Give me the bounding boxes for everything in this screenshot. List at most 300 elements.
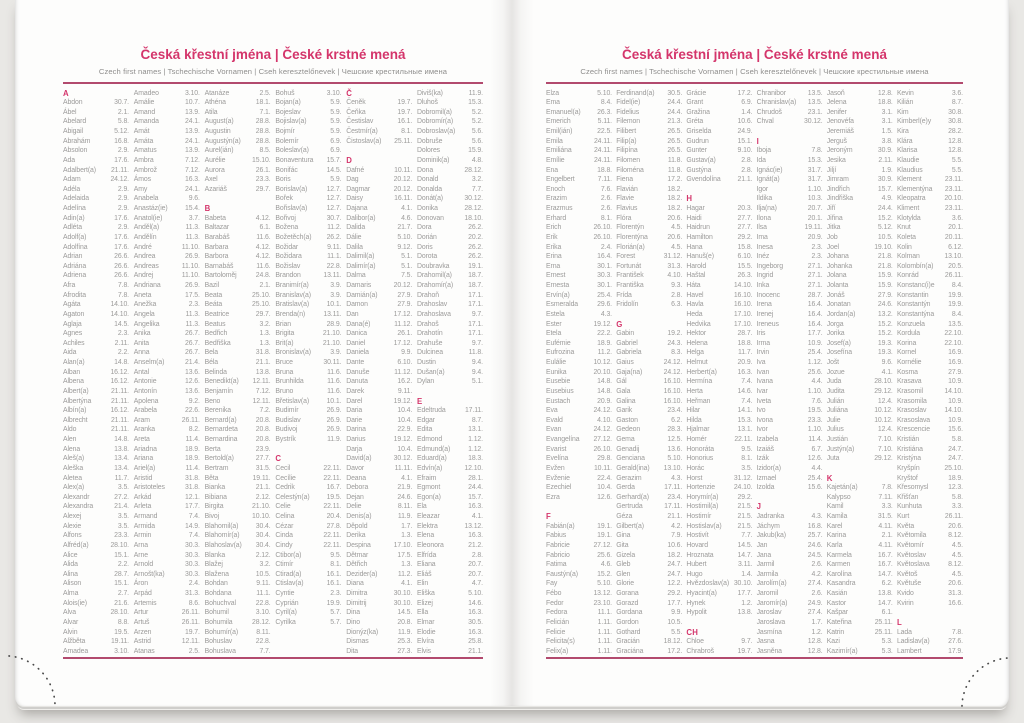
name-day-date: 21.11. <box>110 416 129 424</box>
name-entry <box>134 339 200 349</box>
name-entry <box>205 502 271 512</box>
name-entry <box>346 464 412 474</box>
name-day-date: 30.7. <box>114 99 129 107</box>
spacer-row <box>205 194 271 204</box>
name-entry <box>63 348 129 358</box>
name-column <box>205 89 271 657</box>
name-entry <box>346 599 412 609</box>
name-entry <box>546 406 612 416</box>
name-day-date: 26.10. <box>593 224 612 232</box>
name-day-date: 11.3. <box>185 310 200 318</box>
name-entry <box>827 387 893 397</box>
name-day-date: 5.1. <box>471 378 483 386</box>
name-day-date: 13.4. <box>114 464 129 472</box>
name-entry <box>897 185 963 195</box>
given-name: Kazimír(a) <box>826 647 858 655</box>
given-name: Hostivít <box>686 532 709 540</box>
given-name: Forest <box>616 253 636 261</box>
name-entry <box>616 647 682 657</box>
given-name: Jarolím(a) <box>756 580 787 588</box>
given-name: Arzen <box>133 628 152 636</box>
name-day-date: 2.1. <box>881 532 893 540</box>
name-entry <box>897 243 963 253</box>
name-entry <box>686 117 752 127</box>
given-name: Arkád <box>133 493 152 501</box>
name-day-date: 3.1. <box>881 108 893 116</box>
name-day-date: 23.11. <box>944 205 963 213</box>
name-entry <box>205 589 271 599</box>
name-entry <box>757 175 823 185</box>
name-entry <box>275 368 341 378</box>
name-day-date: 14.7. <box>877 599 893 607</box>
name-day-date: 13.10. <box>663 464 683 472</box>
given-name: Damaris <box>346 282 372 290</box>
name-entry <box>275 416 341 426</box>
name-entry <box>134 358 200 368</box>
name-entry <box>346 291 412 301</box>
name-day-date: 1.11. <box>597 638 612 646</box>
given-name: Dolores <box>416 147 441 155</box>
name-day-date: 27.12. <box>593 541 612 549</box>
name-day-date: 28.10. <box>874 378 893 386</box>
name-entry <box>827 166 893 176</box>
name-day-date: 20.9. <box>597 397 612 405</box>
given-name: Gunter <box>686 147 707 155</box>
name-entry <box>827 300 893 310</box>
name-day-date: 16.10. <box>733 291 753 299</box>
given-name: Andriana <box>133 282 161 290</box>
name-entry <box>134 541 200 551</box>
given-name: Dalida <box>346 224 366 232</box>
given-name: Donát(a) <box>416 195 443 203</box>
name-entry <box>686 214 752 224</box>
given-name: Bojmír <box>275 128 295 136</box>
name-entry <box>275 348 341 358</box>
name-entry <box>686 425 752 435</box>
name-day-date: 22.11. <box>323 474 342 482</box>
given-name: Brunhilda <box>275 378 304 386</box>
given-name: Evarist <box>546 445 567 453</box>
name-day-date: 16.7. <box>877 561 893 569</box>
name-entry <box>686 483 752 493</box>
name-entry <box>275 194 341 204</box>
name-entry <box>346 454 412 464</box>
name-entry <box>417 329 483 339</box>
name-day-date: 5.7. <box>330 609 342 617</box>
name-day-date: 29.7. <box>255 310 271 318</box>
name-entry <box>616 137 682 147</box>
name-entry <box>346 416 412 426</box>
name-day-date: 16.1. <box>326 580 342 588</box>
name-day-date: 16.3. <box>468 609 483 617</box>
name-entry <box>346 223 412 233</box>
given-name: Kvirin <box>896 599 914 607</box>
given-name: Birgita <box>204 503 224 511</box>
given-name: Donald <box>416 176 439 184</box>
given-name: Chval <box>756 118 774 126</box>
name-day-date: 10.7. <box>184 99 200 107</box>
given-name: Bonifác <box>275 166 298 174</box>
name-entry <box>686 156 752 166</box>
given-name: Kamil <box>826 503 844 511</box>
given-name: Gordon <box>616 618 639 626</box>
given-name: Amadea <box>63 647 89 655</box>
name-entry <box>205 483 271 493</box>
name-day-date: 4.3. <box>671 474 683 482</box>
given-name: Béla <box>204 359 218 367</box>
name-entry <box>827 570 893 580</box>
given-name: Adriána <box>63 262 87 270</box>
name-day-date: 18.10. <box>464 214 483 222</box>
given-name: Aida <box>63 349 77 357</box>
name-day-date: 16.8. <box>114 137 129 145</box>
given-name: Gabriel <box>616 339 638 347</box>
given-name: Ilsa <box>756 224 767 232</box>
name-entry <box>346 281 412 291</box>
given-name: Evžen <box>546 464 565 472</box>
name-entry <box>417 320 483 330</box>
name-entry <box>686 146 752 156</box>
name-entry <box>417 493 483 503</box>
name-entry <box>897 406 963 416</box>
name-entry <box>546 185 612 195</box>
name-day-date: 10.4. <box>597 484 612 492</box>
name-day-date: 26.11. <box>944 272 963 280</box>
name-day-date: 10.3. <box>807 195 823 203</box>
name-day-date: 30.1. <box>597 282 612 290</box>
name-entry <box>686 608 752 618</box>
name-entry <box>546 320 612 330</box>
given-name: August(a) <box>204 118 234 126</box>
name-day-date: 30.11. <box>323 359 342 367</box>
name-day-date: 21.1. <box>255 484 271 492</box>
name-day-date: 5.8. <box>951 436 963 444</box>
given-name: Ferdinand(a) <box>616 89 655 97</box>
name-entry <box>417 445 483 455</box>
name-day-date: 18.8. <box>737 339 753 347</box>
name-entry <box>346 329 412 339</box>
given-name: Haštal <box>686 272 706 280</box>
name-entry <box>63 194 129 204</box>
name-entry <box>616 599 682 609</box>
given-name: Egon(a) <box>416 493 441 501</box>
name-day-date: 16.10. <box>663 397 683 405</box>
given-name: Kosma <box>896 368 918 376</box>
name-entry <box>134 281 200 291</box>
given-name: Alina <box>63 570 78 578</box>
name-entry <box>134 608 200 618</box>
name-day-date: 4.7. <box>471 580 483 588</box>
given-name: Izmael <box>756 474 777 482</box>
given-name: Alice <box>63 551 78 559</box>
header-rule <box>63 82 483 84</box>
given-name: Alex(a) <box>63 484 85 492</box>
given-name: Damián(a) <box>346 291 378 299</box>
name-entry <box>275 204 341 214</box>
name-day-date: 21.5. <box>737 522 753 530</box>
name-entry <box>63 166 129 176</box>
name-entry <box>346 127 412 137</box>
given-name: Bertram <box>204 464 229 472</box>
given-name: Izák <box>756 455 769 463</box>
name-day-date: 31.12. <box>663 253 683 261</box>
name-day-date: 27.9. <box>948 368 963 376</box>
name-entry <box>897 329 963 339</box>
name-entry <box>616 541 682 551</box>
given-name: Irena <box>756 301 772 309</box>
given-name: Despina <box>346 541 371 549</box>
given-name: Kolman <box>896 253 920 261</box>
name-entry <box>275 339 341 349</box>
name-entry <box>827 127 893 137</box>
name-entry <box>757 310 823 320</box>
name-entry <box>757 647 823 657</box>
name-day-date: 26.9. <box>184 282 200 290</box>
name-day-date: 28.9. <box>326 320 342 328</box>
name-entry <box>616 223 682 233</box>
name-entry <box>827 522 893 532</box>
name-entry <box>897 320 963 330</box>
name-day-date: 30.10. <box>393 590 413 598</box>
given-name: Jorga <box>826 320 844 328</box>
given-name: Andrej <box>133 272 154 280</box>
name-day-date: 2.9. <box>117 195 129 203</box>
name-day-date: 8.12. <box>948 561 963 569</box>
name-day-date: 1.10. <box>807 387 823 395</box>
name-day-date: 14.8. <box>114 359 129 367</box>
given-name: Jenifer <box>826 108 847 116</box>
given-name: Aleška <box>63 464 84 472</box>
given-name: Blahoslav(a) <box>204 541 242 549</box>
name-entry <box>686 493 752 503</box>
name-entry <box>616 551 682 561</box>
given-name: Kliment <box>896 205 920 213</box>
name-entry <box>63 127 129 137</box>
name-entry <box>757 329 823 339</box>
name-day-date: 9.3. <box>671 282 683 290</box>
given-name: Eusebius <box>546 387 574 395</box>
name-day-date: 3.1. <box>881 118 893 126</box>
given-name: Dětmar <box>346 551 369 559</box>
given-name: Filomen <box>616 156 640 164</box>
given-name: Bořek <box>275 195 293 203</box>
name-entry <box>417 252 483 262</box>
name-day-date: 4.1. <box>401 205 413 213</box>
given-name: Artur <box>133 609 149 617</box>
name-day-date: 4.1. <box>401 474 413 482</box>
name-entry <box>205 233 271 243</box>
given-name: Dafné <box>346 166 365 174</box>
name-day-date: 22.4. <box>597 474 612 482</box>
name-entry <box>827 358 893 368</box>
name-day-date: 20.11. <box>944 233 963 241</box>
given-name: Genadij <box>616 445 640 453</box>
name-entry <box>827 214 893 224</box>
given-name: Kolombín(a) <box>896 262 934 270</box>
name-day-date: 15.1. <box>114 580 129 588</box>
name-day-date: 11.9. <box>327 436 342 444</box>
name-day-date: 15.7. <box>468 493 483 501</box>
given-name: Galina <box>616 397 636 405</box>
given-name: Florentýna <box>616 233 648 241</box>
name-entry <box>63 589 129 599</box>
name-day-date: 4.12. <box>255 253 271 261</box>
name-entry <box>134 223 200 233</box>
given-name: Kevin <box>896 89 914 97</box>
name-entry <box>757 628 823 638</box>
given-name: Adin(a) <box>63 214 85 222</box>
name-day-date: 2.6. <box>600 205 612 213</box>
name-entry <box>417 628 483 638</box>
name-entry <box>205 454 271 464</box>
name-day-date: 11.2. <box>597 349 612 357</box>
name-entry <box>417 281 483 291</box>
name-day-date: 6.7. <box>811 445 823 453</box>
given-name: Klaudius <box>896 166 923 174</box>
given-name: Juda <box>826 378 842 386</box>
name-day-date: 5.5. <box>951 166 963 174</box>
name-entry <box>546 464 612 474</box>
name-entry <box>897 214 963 224</box>
name-day-date: 3.5. <box>117 484 129 492</box>
name-entry <box>897 570 963 580</box>
name-column <box>275 89 341 657</box>
name-entry <box>686 464 752 474</box>
given-name: Erika <box>546 243 562 251</box>
name-entry <box>275 175 341 185</box>
name-day-date: 4.5. <box>671 243 683 251</box>
name-entry <box>546 281 612 291</box>
given-name: Filipína <box>616 147 638 155</box>
spacer-row <box>275 637 341 647</box>
given-name: Lada <box>896 628 912 636</box>
name-entry <box>616 579 682 589</box>
name-entry <box>686 271 752 281</box>
given-name: Augustýn(a) <box>204 137 241 145</box>
name-day-date: 3.9. <box>330 291 342 299</box>
name-entry <box>686 512 752 522</box>
name-entry <box>686 108 752 118</box>
name-day-date: 19.9. <box>948 301 963 309</box>
name-day-date: 14.5. <box>326 166 342 174</box>
name-entry <box>897 117 963 127</box>
name-entry <box>686 589 752 599</box>
name-day-date: 26.1. <box>255 166 271 174</box>
name-day-date: 31.3. <box>184 590 200 598</box>
name-day-date: 4.2. <box>671 522 683 530</box>
name-day-date: 24.1. <box>184 118 200 126</box>
given-name: Bernardina <box>204 436 238 444</box>
name-day-date: 30.8. <box>948 108 963 116</box>
name-entry <box>546 127 612 137</box>
name-day-date: 16.4. <box>807 301 823 309</box>
name-day-date: 3.7. <box>188 214 200 222</box>
name-day-date: 2.8. <box>741 156 753 164</box>
name-day-date: 11.11. <box>394 464 413 472</box>
name-day-date: 27.12. <box>593 436 612 444</box>
name-day-date: 3.5. <box>117 513 129 521</box>
given-name: Alida <box>63 561 78 569</box>
name-entry <box>616 243 682 253</box>
name-day-date: 20.6. <box>667 214 683 222</box>
name-entry <box>417 271 483 281</box>
name-day-date: 19.10. <box>874 243 893 251</box>
name-day-date: 12.7. <box>326 205 342 213</box>
given-name: Astrid <box>133 638 151 646</box>
name-day-date: 12.4. <box>877 426 893 434</box>
name-entry <box>757 223 823 233</box>
name-day-date: 7.4. <box>741 378 753 386</box>
name-entry <box>616 271 682 281</box>
name-entry <box>63 445 129 455</box>
given-name: Donalda <box>416 185 442 193</box>
section-letter: A <box>63 88 69 98</box>
name-day-date: 16.12. <box>110 378 129 386</box>
name-entry <box>616 117 682 127</box>
name-day-date: 26.11. <box>944 513 963 521</box>
given-name: Gizela <box>616 551 636 559</box>
name-entry <box>757 464 823 474</box>
given-name: Damon <box>346 301 368 309</box>
name-day-date: 12.8. <box>877 89 893 97</box>
given-name: Dan <box>346 310 359 318</box>
given-name: Gita <box>616 541 629 549</box>
name-entry <box>134 156 200 166</box>
name-day-date: 5.11. <box>597 118 612 126</box>
name-day-date: 15.6. <box>948 426 963 434</box>
name-day-date: 25.8. <box>468 638 483 646</box>
name-day-date: 19.7. <box>737 647 753 655</box>
given-name: Jasmína <box>756 628 782 636</box>
given-name: Agáta <box>63 301 81 309</box>
name-day-date: 20.9. <box>737 359 753 367</box>
given-name: Jozue <box>826 368 845 376</box>
name-day-date: 5.5. <box>951 156 963 164</box>
name-day-date: 18.12. <box>663 638 683 646</box>
name-entry <box>757 146 823 156</box>
name-day-date: 29.2. <box>737 233 753 241</box>
name-day-date: 1.2. <box>741 599 753 607</box>
given-name: Karmen <box>826 561 851 569</box>
name-entry <box>757 445 823 455</box>
given-name: Johana <box>826 253 849 261</box>
name-day-date: 7.6. <box>600 185 612 193</box>
given-name: Bohumír(a) <box>204 628 239 636</box>
name-day-date: 16.3. <box>737 368 753 376</box>
name-day-date: 20.6. <box>667 233 683 241</box>
name-day-date: 12.2. <box>667 580 683 588</box>
name-entry <box>757 252 823 262</box>
given-name: Daniel <box>346 339 366 347</box>
name-entry <box>757 204 823 214</box>
given-name: Gustýna <box>686 166 712 174</box>
name-day-date: 14.10. <box>110 310 129 318</box>
name-entry <box>757 98 823 108</box>
name-day-date: 25.4. <box>597 291 612 299</box>
given-name: Fébo <box>546 590 562 598</box>
name-day-date: 18.8. <box>597 166 612 174</box>
name-day-date: 17.1. <box>468 301 483 309</box>
name-day-date: 26.7. <box>184 330 200 338</box>
name-entry <box>63 252 129 262</box>
name-entry <box>417 127 483 137</box>
given-name: Albín(a) <box>63 407 87 415</box>
name-entry <box>134 531 200 541</box>
name-day-date: 4.11. <box>878 541 893 549</box>
name-day-date: 19.9. <box>326 599 342 607</box>
name-entry <box>546 358 612 368</box>
name-day-date: 17.10. <box>733 310 753 318</box>
